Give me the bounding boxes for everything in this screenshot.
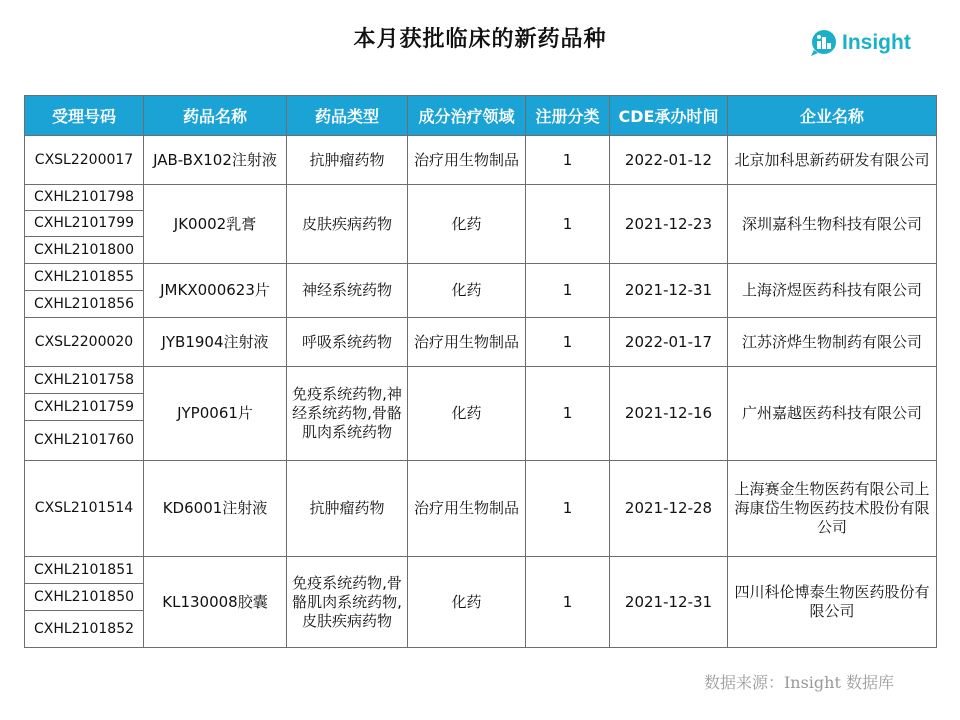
accept-number: CXSL2101514 <box>25 461 144 557</box>
page-title: 本月获批临床的新药品种 <box>353 27 607 52</box>
accept-number: CXHL2101851 <box>25 557 144 584</box>
table-row <box>25 367 937 394</box>
company-name: 上海赛金生物医药有限公司上海康岱生物医药技术股份有限公司 <box>728 461 937 557</box>
cde-date: 2022-01-12 <box>610 136 728 185</box>
accept-number: CXHL2101759 <box>25 394 144 421</box>
table-row <box>25 318 937 367</box>
accept-number: CXHL2101798 <box>25 185 144 211</box>
accept-number: CXHL2101850 <box>25 584 144 611</box>
therapeutic-field: 治疗用生物制品 <box>408 318 526 367</box>
drug-type: 呼吸系统药物 <box>287 318 408 367</box>
drug-name: JK0002乳膏 <box>144 185 287 264</box>
cde-date: 2021-12-28 <box>610 461 728 557</box>
drug-name: JYB1904注射液 <box>144 318 287 367</box>
column-header: CDE承办时间 <box>610 96 728 136</box>
drug-name: KL130008胶囊 <box>144 557 287 648</box>
accept-number: CXHL2101800 <box>25 237 144 264</box>
drug-table <box>24 95 937 648</box>
registration-category: 1 <box>526 318 610 367</box>
drug-name: JYP0061片 <box>144 367 287 461</box>
table-row <box>25 136 937 185</box>
drug-type: 皮肤疾病药物 <box>287 185 408 264</box>
company-name: 上海济煜医药科技有限公司 <box>728 264 937 318</box>
column-header: 药品类型 <box>287 96 408 136</box>
drug-type: 免疫系统药物,神经系统药物,骨骼肌肉系统药物 <box>287 367 408 461</box>
registration-category: 1 <box>526 557 610 648</box>
cde-date: 2021-12-31 <box>610 264 728 318</box>
drug-name: JAB-BX102注射液 <box>144 136 287 185</box>
drug-type: 抗肿瘤药物 <box>287 461 408 557</box>
insight-logo-icon <box>808 28 838 58</box>
column-header: 受理号码 <box>25 96 144 136</box>
cde-date: 2022-01-17 <box>610 318 728 367</box>
column-header: 注册分类 <box>526 96 610 136</box>
therapeutic-field: 治疗用生物制品 <box>408 136 526 185</box>
accept-number: CXHL2101758 <box>25 367 144 394</box>
drug-type: 神经系统药物 <box>287 264 408 318</box>
registration-category: 1 <box>526 367 610 461</box>
column-header: 企业名称 <box>728 96 937 136</box>
data-source-note: 数据来源：Insight 数据库 <box>703 673 894 692</box>
drug-type: 抗肿瘤药物 <box>287 136 408 185</box>
column-header: 药品名称 <box>144 96 287 136</box>
accept-number: CXHL2101852 <box>25 611 144 648</box>
registration-category: 1 <box>526 461 610 557</box>
accept-number: CXHL2101799 <box>25 211 144 237</box>
drug-name: JMKX000623片 <box>144 264 287 318</box>
table-header-row <box>25 96 937 136</box>
registration-category: 1 <box>526 136 610 185</box>
registration-category: 1 <box>526 264 610 318</box>
therapeutic-field: 化药 <box>408 557 526 648</box>
table-row <box>25 185 937 211</box>
accept-number: CXHL2101856 <box>25 291 144 318</box>
insight-logo-text: Insight <box>842 31 911 54</box>
company-name: 深圳嘉科生物科技有限公司 <box>728 185 937 264</box>
therapeutic-field: 化药 <box>408 185 526 264</box>
accept-number: CXHL2101760 <box>25 421 144 461</box>
column-header: 成分治疗领域 <box>408 96 526 136</box>
accept-number: CXHL2101855 <box>25 264 144 291</box>
therapeutic-field: 治疗用生物制品 <box>408 461 526 557</box>
accept-number: CXSL2200020 <box>25 318 144 367</box>
drug-type: 免疫系统药物,骨骼肌肉系统药物,皮肤疾病药物 <box>287 557 408 648</box>
cde-date: 2021-12-31 <box>610 557 728 648</box>
cde-date: 2021-12-23 <box>610 185 728 264</box>
company-name: 江苏济烨生物制药有限公司 <box>728 318 937 367</box>
table-row <box>25 264 937 291</box>
table-row <box>25 557 937 584</box>
accept-number: CXSL2200017 <box>25 136 144 185</box>
cde-date: 2021-12-16 <box>610 367 728 461</box>
company-name: 广州嘉越医药科技有限公司 <box>728 367 937 461</box>
company-name: 四川科伦博泰生物医药股份有限公司 <box>728 557 937 648</box>
drug-name: KD6001注射液 <box>144 461 287 557</box>
company-name: 北京加科思新药研发有限公司 <box>728 136 937 185</box>
insight-logo <box>808 28 911 58</box>
therapeutic-field: 化药 <box>408 367 526 461</box>
therapeutic-field: 化药 <box>408 264 526 318</box>
registration-category: 1 <box>526 185 610 264</box>
table-row <box>25 461 937 557</box>
